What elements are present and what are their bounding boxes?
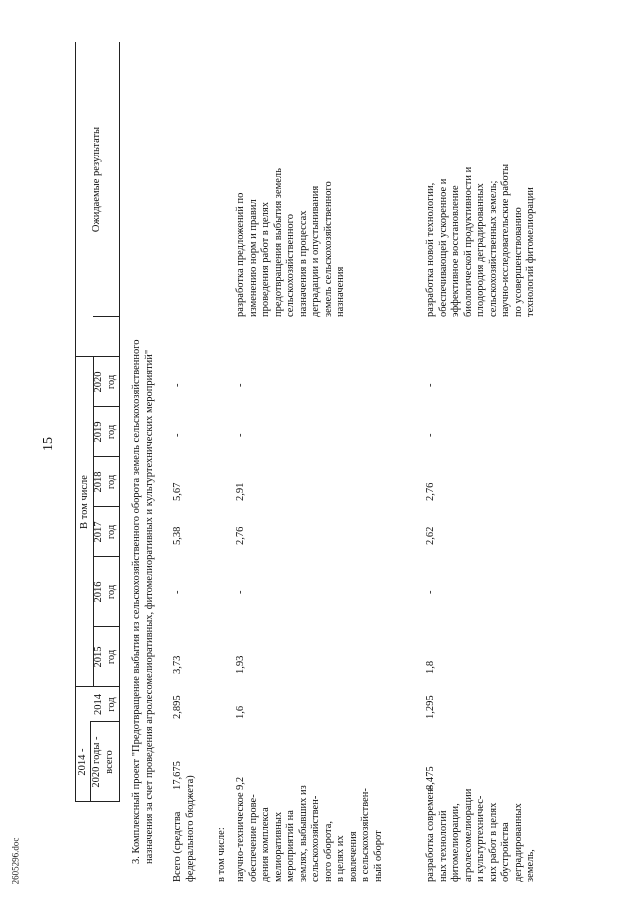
row-scientific-sum: 9,2 [235,776,246,790]
document-footer: 2605296.doc [10,837,21,885]
header-year-2015: 2015 год [93,646,117,668]
row-scientific-2016: - [235,590,246,594]
row-technology-result: разработка новой технологии, обеспечивающей ускоренное и эффективное восстановление биологической продуктивности и плодородия деградированных сельскохозяйственных земель; научно-исследовательские работы по усовершенствованию технологий фитомелиорации [425,163,536,317]
row-scientific-label: научно-техническое обеспечение прове- дения комплекса мелиоративных мероприятий на землях, выбывших из сельскохозяйствен- ного оборота, в целях их вовлечения в сельскохозяйствен- ный оборот [235,785,384,882]
row-total-2019: - [172,433,183,437]
header-expected-results: Ожидаемые результаты [91,126,102,233]
header-bottom-border [119,42,120,802]
row-scientific-2020: - [235,383,246,387]
row-technology-2014: 1,295 [425,695,436,719]
page-number: 15 [41,437,56,451]
row-total-2016: - [172,590,183,594]
row-technology-2017: 2,62 [425,526,436,545]
row-scientific-2018: 2,91 [235,482,246,501]
header-year-2017: 2017 год [93,521,117,543]
row-scientific-2014: 1,6 [235,705,246,719]
header-in-total: В том числе [79,475,90,529]
header-year-2019: 2019 год [93,421,117,443]
header-total-label: 2020 годы - всего [91,736,115,788]
header-year-2020: 2020 год [93,371,117,393]
row-technology-2015: 1,8 [425,660,436,674]
header-period-label: 2014 - [77,748,88,776]
row-total-2018: 5,67 [172,482,183,501]
row-total-2017: 5,38 [172,526,183,545]
row-total-sum: 17,675 [172,761,183,790]
row-scientific-2015: 1,93 [235,655,246,674]
row-scientific-result: разработка предложений по изменению норм и правил проведения работ в целях предотвращения выбытия земель сельскохозяйственного назначения в процессах деградации и опустынивания земель сельскохозяйственного назначения [235,168,346,317]
row-total-2015: 3,73 [172,655,183,674]
row-scientific-2017: 2,76 [235,526,246,545]
row-scientific-2019: - [235,433,246,437]
row-technology-2020: - [425,383,436,387]
row-technology-2019: - [425,433,436,437]
row-technology-label: разработка современ- ных технологий фитомелиорации, агролесомелиорации и культуртехничес- ких работ в целях обустройства деградированных земель, [425,785,536,882]
row-total-2014: 2,895 [172,695,183,719]
row-total-label: Всего (средства федерального бюджета) [172,775,196,882]
header-top-border [75,42,76,802]
header-year-2014: 2014 год [93,694,117,715]
header-year-2016: 2016 год [93,581,117,603]
section-title: 3. Комплексный проект "Предотвращение выбытия из сельскохозяйственного оборота земель сельскохозяйственного назначения за счет проведения агролесомелиоративных, фитомелиоративных и культуртехнических мероприятий" [131,339,155,864]
header-year-2018: 2018 год [93,471,117,493]
row-technology-2016: - [425,590,436,594]
row-technology-sum: 8,475 [425,766,436,790]
row-total-2020: - [172,383,183,387]
rotated-table-page [75,42,585,882]
row-subtotal-label: в том числе: [216,827,227,882]
row-technology-2018: 2,76 [425,482,436,501]
